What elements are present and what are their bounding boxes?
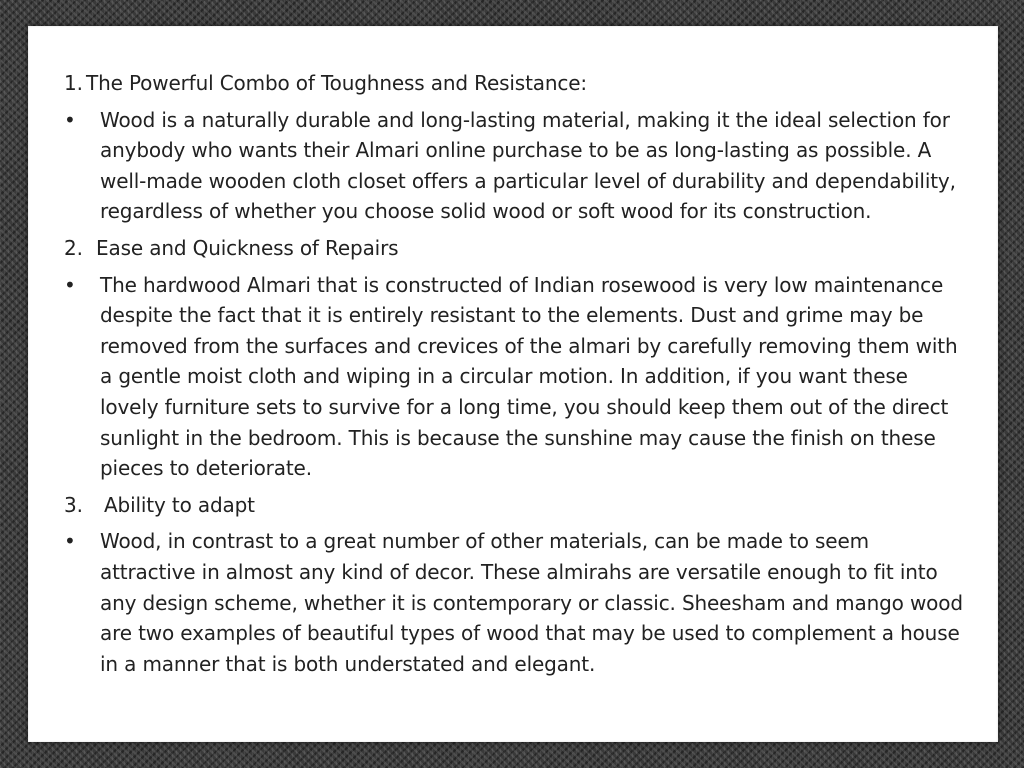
- bullet-icon: •: [64, 272, 76, 297]
- bullet-text: Wood, in contrast to a great number of other materials, can be made to seem attractive in almost any kind of decor. These almirahs are versatile enough to fit into any design scheme, whether it is contemporary or classic. Sheesham and mango wood are two examples of beautiful types of wood that may be used to complement a house in a manner that is both understated and elegant.: [100, 529, 963, 676]
- section-heading-3: [64, 490, 964, 521]
- slide-panel: [28, 26, 998, 742]
- section-heading-1: [64, 68, 964, 99]
- section-heading-text: Ability to adapt: [104, 492, 255, 517]
- bullet-icon: •: [64, 529, 76, 554]
- bullet-icon: •: [64, 107, 76, 132]
- section-heading-2: [64, 233, 964, 264]
- bullet-text: The hardwood Almari that is constructed of Indian rosewood is very low maintenance despite the fact that it is entirely resistant to the elements. Dust and grime may be removed from the surfaces and crevices of the almari by carefully removing them with a gentle moist cloth and wiping in a circular motion. In addition, if you want these lovely furniture sets to survive for a long time, you should keep them out of the direct sunlight in the bedroom. This is because the sunshine may cause the finish on these pieces to deteriorate.: [100, 272, 958, 481]
- bullet-item-3: [64, 526, 964, 679]
- section-heading-text: Ease and Quickness of Repairs: [96, 235, 399, 260]
- section-number: 3.: [64, 492, 83, 517]
- bullet-item-1: [64, 105, 964, 227]
- slide-content: [64, 68, 964, 685]
- section-heading-text: The Powerful Combo of Toughness and Resistance:: [86, 71, 587, 95]
- section-number: 2.: [64, 235, 83, 260]
- section-number: 1.: [64, 71, 83, 95]
- bullet-text: Wood is a naturally durable and long-lasting material, making it the ideal selection for anybody who wants their Almari online purchase to be as long-lasting as possible. A well-made wooden cloth closet offers a particular level of durability and dependability, regardless of whether you choose solid wood or soft wood for its construction.: [100, 107, 956, 224]
- bullet-item-2: [64, 270, 964, 484]
